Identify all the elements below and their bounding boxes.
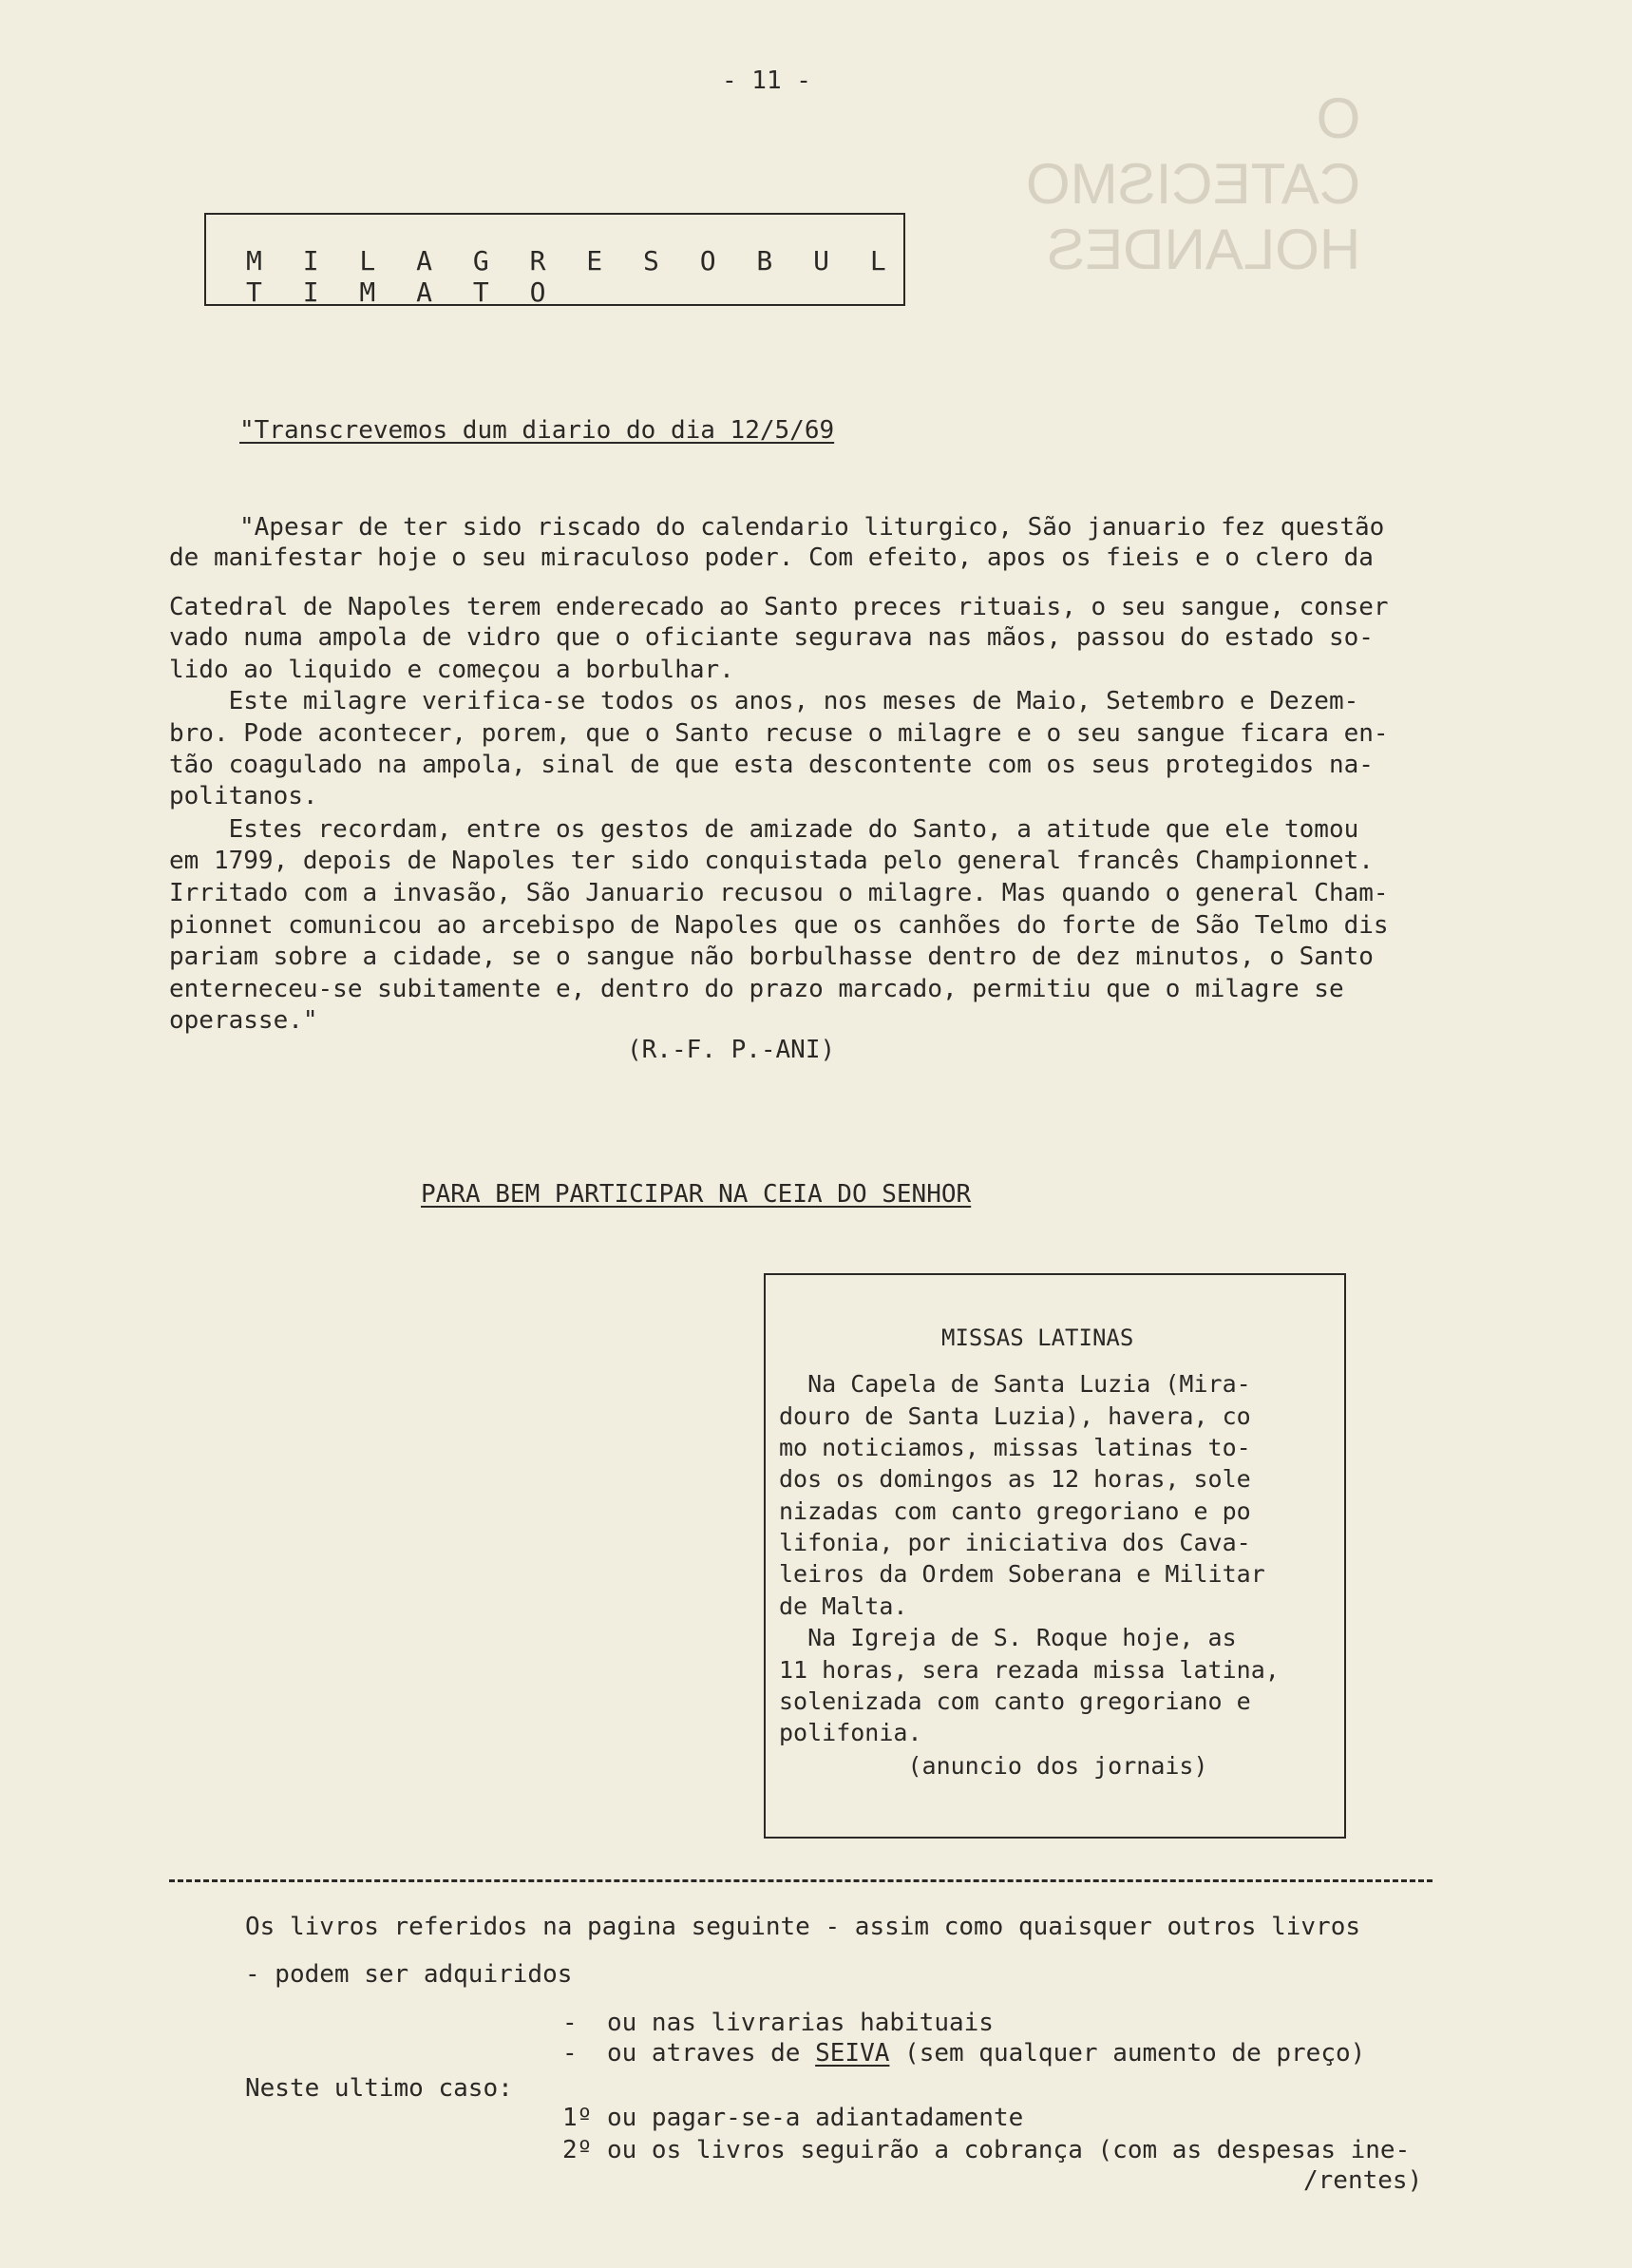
body-line: enterneceu-se subitamente e, dentro do prazo marcado, permitiu que o milagre se <box>169 975 1344 1003</box>
box-line: nizadas com canto gregoriano e po <box>779 1497 1251 1525</box>
body-line: de manifestar hoje o seu miraculoso poder. Com efeito, apos os fieis e o clero da <box>169 543 1374 572</box>
missas-latinas-box <box>764 1273 1346 1839</box>
box-line: Na Capela de Santa Luzia (Mira- <box>779 1370 1251 1398</box>
option-line: - ou nas livrarias habituais <box>562 2009 994 2037</box>
body-line: Irritado com a invasão, São Januario recusou o milagre. Mas quando o general Cham- <box>169 879 1389 907</box>
option-text: - ou atraves de <box>562 2039 816 2068</box>
title-box <box>204 213 905 306</box>
body-line: tão coagulado na ampola, sinal de que esta descontente com os seus protegidos na- <box>169 751 1374 779</box>
page-number: - 11 - <box>722 67 811 95</box>
title: M I L A G R E S O B U L T I M A T O <box>246 245 899 308</box>
dashed-divider <box>169 1879 1433 1882</box>
box-line: Na Igreja de S. Roque hoje, as <box>779 1624 1237 1651</box>
body-line: bro. Pode acontecer, porem, que o Santo recuse o milagre e o seu sangue ficara en- <box>169 719 1389 748</box>
option-text: (sem qualquer aumento de preço) <box>889 2039 1366 2068</box>
body-line: politanos. <box>169 782 318 810</box>
notice-line: Os livros referidos na pagina seguinte - assim como quaisquer outros livros <box>245 1913 1360 1941</box>
box-line: de Malta. <box>779 1592 908 1620</box>
body-line: Estes recordam, entre os gestos de amizade do Santo, a atitude que ele tomou <box>169 815 1359 844</box>
body-line: pionnet comunicou ao arcebispo de Napoles que os canhões do forte de São Telmo dis <box>169 911 1389 940</box>
numbered-line: 2º ou os livros seguirão a cobrança (com as despesas ine- <box>562 2136 1411 2164</box>
body-line: "Apesar de ter sido riscado do calendario liturgico, São januario fez questão <box>239 513 1385 542</box>
numbered-line: 1º ou pagar-se-a adiantadamente <box>562 2104 1024 2132</box>
box-line: solenizada com canto gregoriano e <box>779 1687 1251 1715</box>
body-line: vado numa ampola de vidro que o oficiante segurava nas mãos, passou do estado so- <box>169 623 1374 652</box>
body-line: lido ao liquido e começou a borbulhar. <box>169 656 734 684</box>
subheading: PARA BEM PARTICIPAR NA CEIA DO SENHOR <box>421 1180 972 1209</box>
box-line: 11 horas, sera rezada missa latina, <box>779 1656 1280 1684</box>
body-line: em 1799, depois de Napoles ter sido conquistada pelo general francês Championnet. <box>169 847 1374 875</box>
reference: (R.-F. P.-ANI) <box>627 1036 836 1064</box>
box-line: douro de Santa Luzia), havera, co <box>779 1402 1251 1430</box>
body-line: Este milagre verifica-se todos os anos, nos meses de Maio, Setembro e Dezem- <box>169 687 1359 715</box>
box-line: dos os domingos as 12 horas, sole <box>779 1465 1251 1493</box>
notice-line: - podem ser adquiridos <box>245 1960 573 1989</box>
body-line: pariam sobre a cidade, se o sangue não borbulhasse dentro de dez minutos, o Santo <box>169 943 1374 971</box>
option-line <box>562 2039 1365 2068</box>
seiva-label: SEIVA <box>815 2039 890 2068</box>
bleed-through-text: O CATECISMO HOLANDES <box>1026 86 1361 281</box>
box-line: leiros da Ordem Soberana e Militar <box>779 1560 1265 1588</box>
box-title: MISSAS LATINAS <box>941 1325 1134 1351</box>
numbered-line: /rentes) <box>1303 2166 1423 2195</box>
box-line: mo noticiamos, missas latinas to- <box>779 1434 1251 1461</box>
box-line: polifonia. <box>779 1719 922 1746</box>
box-line: (anuncio dos jornais) <box>779 1752 1208 1780</box>
box-line: lifonia, por iniciativa dos Cava- <box>779 1529 1251 1556</box>
body-line: Catedral de Napoles terem enderecado ao Santo preces rituais, o seu sangue, conser <box>169 593 1389 621</box>
notice-line: Neste ultimo caso: <box>245 2074 513 2103</box>
body-line: operasse." <box>169 1006 318 1035</box>
intro-line: "Transcrevemos dum diario do dia 12/5/69 <box>239 416 835 445</box>
